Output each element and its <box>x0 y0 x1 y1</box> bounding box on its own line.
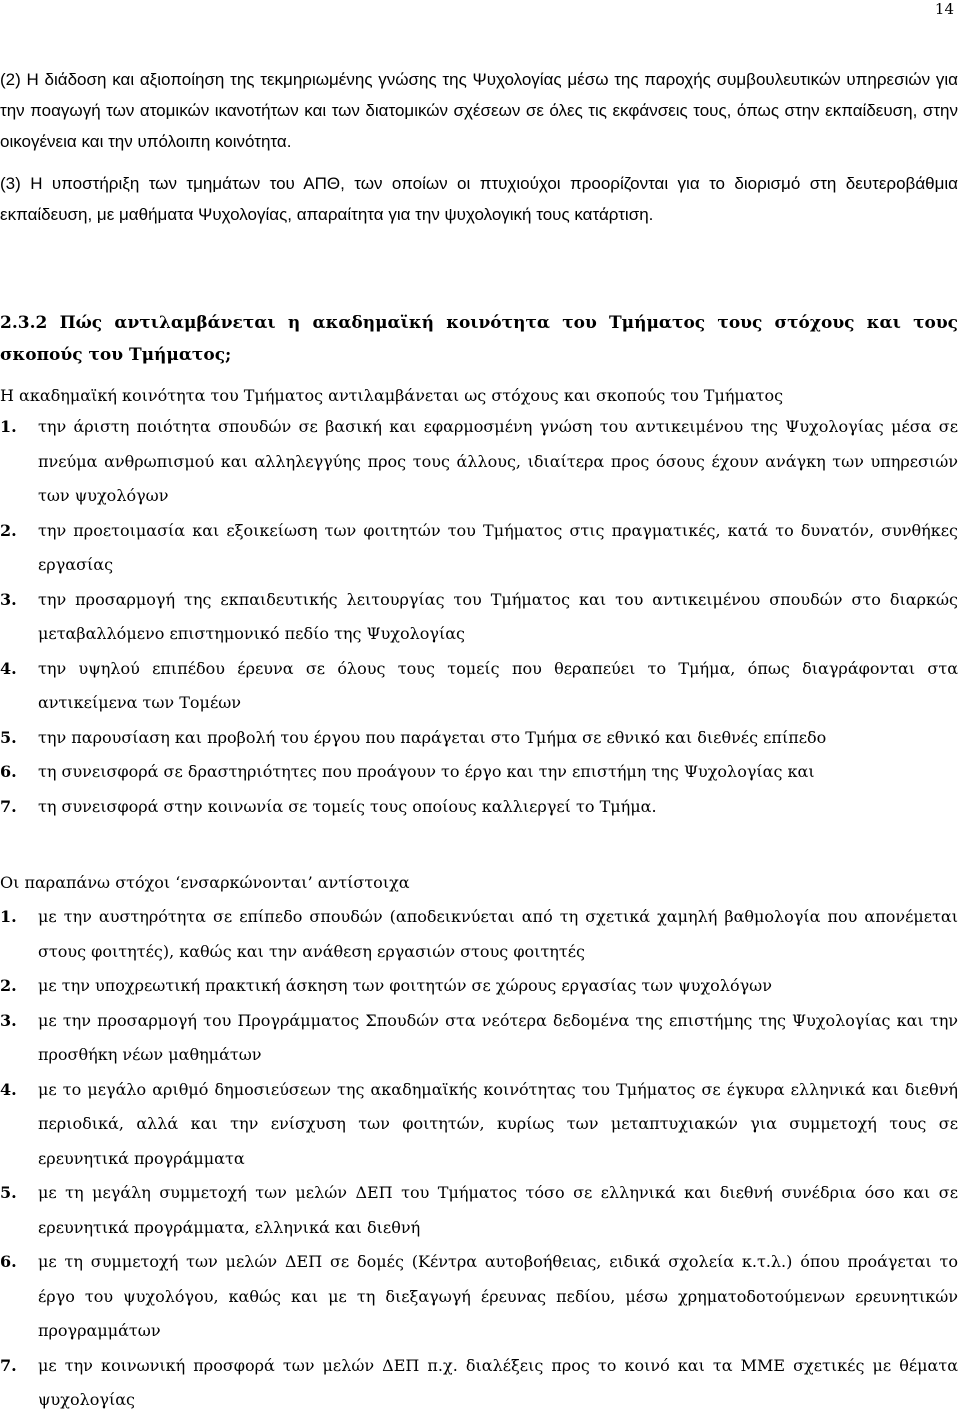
list-item-text: τη συνεισφορά σε δραστηριότητες που προάγουν το έργο και την επιστήμη της Ψυχολογίας και <box>38 762 815 781</box>
list-item <box>0 790 958 825</box>
list-item-text: με την προσαρμογή του Προγράμματος Σπουδών στα νεότερα δεδομένα της επιστήμης της Ψυχολογίας και την προσθήκη νέων μαθημάτων <box>38 1010 958 1064</box>
goals-list <box>0 410 958 824</box>
list-item-number: 6. <box>0 762 17 781</box>
list-item <box>0 721 958 756</box>
list-item <box>0 1176 958 1245</box>
list-item-text: με τη συμμετοχή των μελών ΔΕΠ σε δομές (Κέντρα αυτοβοήθειας, ειδικά σχολεία κ.τ.λ.) όπου προάγεται το έργο του ψυχολόγου, καθώς και με τη διεξαγωγή έρευνας πεδίου, μέσω χρηματοδοτούμενων ερευνητικών προγραμμάτων <box>38 1252 958 1340</box>
list-item-text: την προετοιμασία και εξοικείωση των φοιτητών του Τμήματος στις πραγματικές, κατά το δυνατόν, συνθήκες εργασίας <box>38 520 958 574</box>
list-item-number: 3. <box>0 589 17 609</box>
list-item <box>0 969 958 1004</box>
list-item-number: 4. <box>0 1079 17 1099</box>
list-item <box>0 1004 958 1073</box>
list-item-text: με τη μεγάλη συμμετοχή των μελών ΔΕΠ του Τμήματος τόσο σε ελληνικά και διεθνή συνέδρια όσο και σε ερευνητικά προγράμματα, ελληνικά και διεθνή <box>38 1183 958 1237</box>
list-item-number: 5. <box>0 727 17 747</box>
list-item-number: 7. <box>0 1355 17 1375</box>
list-item-number: 2. <box>0 976 17 995</box>
list-item <box>0 583 958 652</box>
paragraph-2: (2) Η διάδοση και αξιοποίηση της τεκμηριωμένης γνώσης της Ψυχολογίας μέσω της παροχής συμβουλευτικών υπηρεσιών για την ποαγωγή των ατομικών ικανοτήτων και των διατομικών σχέσεων σε όλες τις εκφάνσεις τους, όπως στην εκπαίδευση, στην οικογένεια και την υπόλοιπη κοινότητα. <box>0 70 958 151</box>
list-item-number: 4. <box>0 658 17 678</box>
list-item-text: με το μεγάλο αριθμό δημοσιεύσεων της ακαδημαϊκής κοινότητας του Τμήματος σε έγκυρα ελληνικά και διεθνή περιοδικά, αλλά και την ενίσχυση των φοιτητών, κυρίως των μεταπτυχιακών για συμμετοχή τους σε ερευνητικά προγράμματα <box>38 1079 958 1168</box>
list-item <box>0 514 958 583</box>
list-item-text: την υψηλού επιπέδου έρευνα σε όλους τους τομείς που θεραπεύει το Τμήμα, όπως διαγράφονται στα αντικείμενα των Τομέων <box>38 658 958 712</box>
list-item <box>0 755 958 790</box>
page-number: 14 <box>934 0 954 18</box>
list-item-number: 7. <box>0 796 17 816</box>
list-item-number: 1. <box>0 907 17 926</box>
list-item <box>0 1349 958 1418</box>
list-item-number: 1. <box>0 417 17 436</box>
list-item-text: με την αυστηρότητα σε επίπεδο σπουδών (αποδεικνύεται από τη σχετικά χαμηλή βαθμολογία που απονέμεται στους φοιτητές), καθώς και την ανάθεση εργασιών στους φοιτητές <box>38 907 958 961</box>
list-item-text: με την κοινωνική προσφορά των μελών ΔΕΠ π.χ. διαλέξεις προς το κοινό και τα ΜΜΕ σχετικές με θέματα ψυχολογίας <box>38 1355 958 1409</box>
list-item-number: 6. <box>0 1252 17 1271</box>
list-item-text: την άριστη ποιότητα σπουδών σε βασική και εφαρμοσμένη γνώση του αντικειμένου της Ψυχολογίας μέσα σε πνεύμα ανθρωπισμού και αλληλεγγύης προς τους άλλους, ιδιαίτερα προς όσους έχουν ανάγκη των υπηρεσιών των ψυχολόγων <box>38 417 958 505</box>
achievements-list <box>0 900 958 1418</box>
list-item <box>0 1245 958 1349</box>
list-item-text: την προσαρμογή της εκπαιδευτικής λειτουργίας του Τμήματος και του αντικειμένου σπουδών στο διαρκώς μεταβαλλόμενο επιστημονικό πεδίο της Ψυχολογίας <box>38 589 958 643</box>
list-item <box>0 410 958 514</box>
section-lead: Η ακαδημαϊκή κοινότητα του Τμήματος αντιλαμβάνεται ως στόχους και σκοπούς του Τμήματος <box>0 386 784 405</box>
list-item-text: με την υποχρεωτική πρακτική άσκηση των φοιτητών σε χώρους εργασίας των ψυχολόγων <box>38 976 772 995</box>
section-heading: 2.3.2 Πώς αντιλαμβάνεται η ακαδημαϊκή κοινότητα του Τμήματος τους στόχους και τους σκοπούς του Τμήματος; <box>0 313 958 365</box>
list-item <box>0 652 958 721</box>
achievements-lead: Οι παραπάνω στόχοι ‘ενσαρκώνονται’ αντίστοιχα <box>0 873 410 892</box>
list-item-number: 3. <box>0 1010 17 1030</box>
list-item <box>0 900 958 969</box>
paragraph-3: (3) Η υποστήριξη των τμημάτων του ΑΠΘ, των οποίων οι πτυχιούχοι προορίζονται για το διορισμό στη δευτεροβάθμια εκπαίδευση, με μαθήματα Ψυχολογίας, απαραίτητα για την ψυχολογική τους κατάρτιση. <box>0 174 958 224</box>
list-item <box>0 1073 958 1177</box>
list-item-number: 5. <box>0 1183 17 1202</box>
list-item-text: την παρουσίαση και προβολή του έργου που παράγεται στο Τμήμα σε εθνικό και διεθνές επίπεδο <box>38 727 827 747</box>
list-item-number: 2. <box>0 520 17 540</box>
list-item-text: τη συνεισφορά στην κοινωνία σε τομείς τους οποίους καλλιεργεί το Τμήμα. <box>38 796 657 816</box>
